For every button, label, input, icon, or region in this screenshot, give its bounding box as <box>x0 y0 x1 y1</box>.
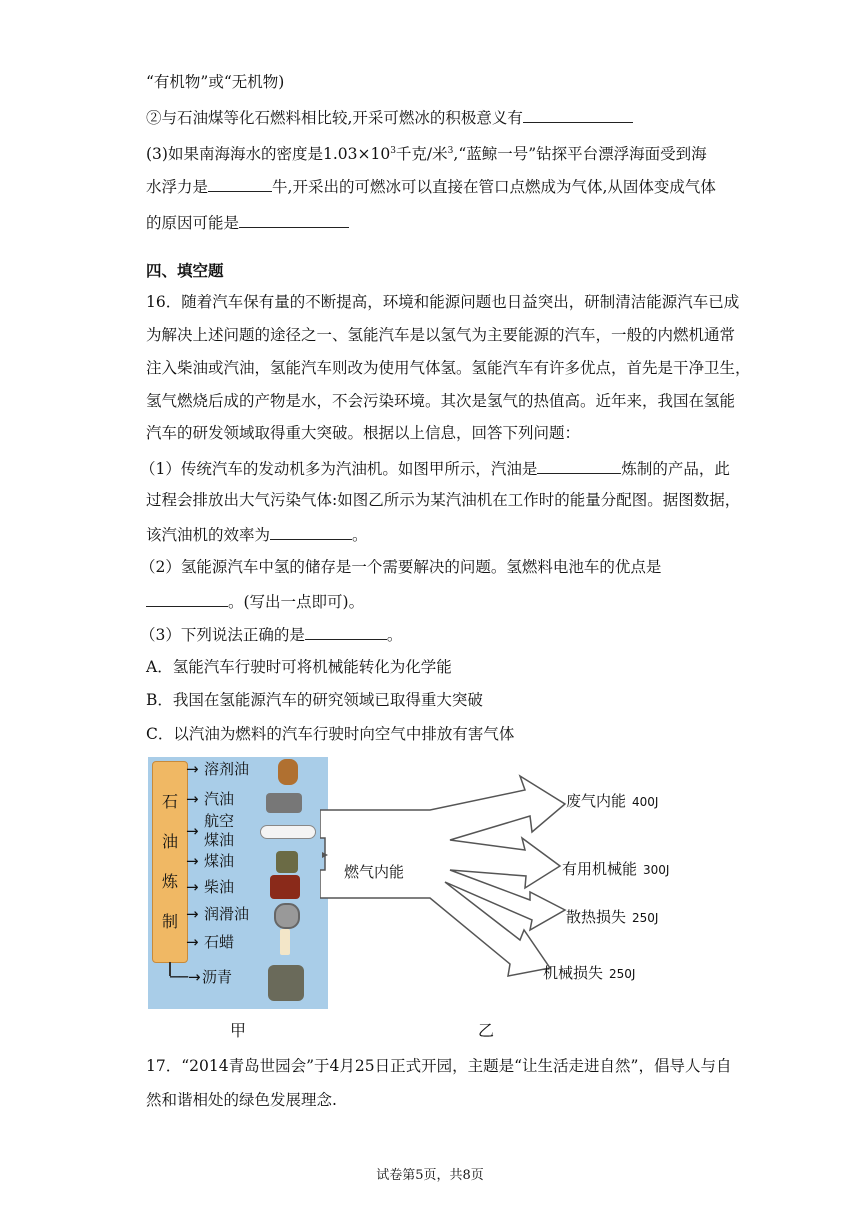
option-a[interactable]: A．氢能汽车行驶时可将机械能转化为化学能 <box>146 658 452 676</box>
output-机械损失 <box>543 962 635 983</box>
text-span: ,“蓝鲸一号”钻探平台漂浮海面受到海 <box>453 145 707 164</box>
option-c[interactable]: C．以汽油为燃料的汽车行驶时向空气中排放有害气体 <box>146 725 515 743</box>
output-name: 有用机械能 <box>562 860 638 878</box>
arrow-icon: → <box>186 822 199 840</box>
question-text: 氢气燃烧后成的产物是水，不会污染环境。其次是氢气的热值高。近年来，我国在氢能 <box>146 392 736 410</box>
option-b[interactable]: B．我国在氢能源汽车的研究领域已取得重大突破 <box>146 691 483 709</box>
arrow-icon: → <box>186 905 199 923</box>
text-line: “有机物”或“无机物) <box>146 73 285 91</box>
question-text: 然和谐相处的绿色发展理念. <box>146 1091 337 1109</box>
barrel-icon <box>278 759 298 785</box>
arrow-icon: → <box>186 878 199 896</box>
petroleum-refining-figure <box>148 757 328 1009</box>
text-span: 该汽油机的效率为 <box>146 526 271 544</box>
answer-blank[interactable] <box>270 523 352 540</box>
output-废气内能 <box>566 790 658 811</box>
sub-question-2: （2）氢能源汽车中氢的储存是一个需要解决的问题。氢燃料电池车的优点是 <box>140 558 662 576</box>
question-line <box>146 141 707 164</box>
text-span: （3）下列说法正确的是 <box>140 626 305 644</box>
answer-blank[interactable] <box>537 457 621 474</box>
text-span: ②与石油煤等化石燃料相比较,开采可燃冰的积极意义有 <box>146 109 523 127</box>
product-item <box>186 791 234 808</box>
product-item <box>186 823 204 840</box>
bearing-icon <box>274 903 300 929</box>
text-span: 的原因可能是 <box>146 214 240 232</box>
product-label: 润滑油 <box>204 905 250 923</box>
figure-label-yi: 乙 <box>478 1021 495 1040</box>
product-item <box>186 761 249 778</box>
question-text: 16．随着汽车保有量的不断提高，环境和能源问题也日益突出，研制清洁能源汽车已成 <box>146 293 740 311</box>
product-label: 汽油 <box>204 790 235 808</box>
question-line <box>146 175 716 197</box>
product-item <box>186 853 234 870</box>
arrow-icon: → <box>186 790 199 808</box>
question-text: 为解决上述问题的途径之一、氢能汽车是以氢气为主要能源的汽车，一般的内燃机通常 <box>146 326 736 344</box>
question-text: 17．“2014青岛世园会”于4月25日正式开园，主题是“让生活走进自然”，倡导人与自 <box>146 1057 732 1075</box>
car-icon <box>266 793 302 813</box>
sub-question-3 <box>140 623 402 645</box>
refine-char: 石 <box>161 792 178 811</box>
text-span: 牛,开采出的可燃冰可以直接在管口点燃成为气体,从固体变成气体 <box>272 178 716 196</box>
product-label: 石蜡 <box>204 933 235 951</box>
question-text: 注入柴油或汽油，氢能汽车则改为使用气体氢。氢能汽车有许多优点，首先是干净卫生， <box>146 359 751 377</box>
product-item <box>186 906 249 923</box>
page-footer: 试卷第5页，共8页 <box>376 1168 484 1183</box>
sub-question-2-cont <box>146 590 364 612</box>
product-label: 航空 <box>204 812 235 830</box>
superscript: 3 <box>390 146 396 156</box>
road-roller-icon <box>268 965 304 1001</box>
tractor-icon <box>270 875 300 899</box>
refine-char: 炼 <box>161 872 178 891</box>
output-散热损失 <box>566 906 658 927</box>
answer-blank[interactable] <box>523 106 633 123</box>
output-有用机械能 <box>562 858 669 879</box>
product-label: 沥青 <box>202 968 233 986</box>
sub-question-1-cont <box>146 523 368 545</box>
arrow-icon: → <box>186 852 199 870</box>
product-item <box>186 879 234 896</box>
output-name: 散热损失 <box>566 908 627 926</box>
question-text: 汽车的研发领域取得重大突破。根据以上信息，回答下列问题： <box>146 424 581 442</box>
output-value: 250J <box>609 967 636 981</box>
question-text: 过程会排放出大气污染气体:如图乙所示为某汽油机在工作时的能量分配图。据图数据， <box>146 491 741 509</box>
refine-char: 油 <box>161 832 178 851</box>
text-span: 炼制的产品，此 <box>621 460 730 478</box>
text-span: 千克/米 <box>395 145 448 164</box>
text-span: 水浮力是 <box>146 178 209 196</box>
figure-label-jia: 甲 <box>230 1021 247 1040</box>
question-line <box>146 211 349 233</box>
section-heading: 四、填空题 <box>146 262 224 280</box>
arrow-icon: → <box>186 760 199 778</box>
text-span: 。 <box>352 526 368 544</box>
kerosene-stove-icon <box>276 851 298 873</box>
text-span: （1）传统汽车的发动机多为汽油机。如图甲所示，汽油是 <box>140 460 538 478</box>
text-span: 。 <box>386 626 403 644</box>
refine-char: 制 <box>161 912 178 931</box>
output-name: 机械损失 <box>543 964 604 982</box>
question-line <box>146 106 633 128</box>
product-label: 煤油 <box>204 831 235 849</box>
text-span: 。(写出一点即可)。 <box>228 593 365 611</box>
refining-bar <box>152 761 188 963</box>
airplane-icon <box>260 825 316 839</box>
answer-blank[interactable] <box>305 623 387 640</box>
sub-question-1 <box>140 457 730 479</box>
answer-blank[interactable] <box>208 175 272 192</box>
source-label: 燃气内能 <box>344 863 405 881</box>
product-label: 柴油 <box>204 878 235 896</box>
product-item <box>170 969 232 986</box>
product-item <box>186 934 234 951</box>
output-value: 400J <box>632 795 659 809</box>
product-label: 煤油 <box>204 852 235 870</box>
product-label: 溶剂油 <box>204 760 250 778</box>
answer-blank[interactable] <box>146 590 228 607</box>
text-span: (3)如果南海海水的密度是1.03×10 <box>146 145 391 164</box>
output-value: 250J <box>632 911 659 925</box>
output-name: 废气内能 <box>566 792 627 810</box>
arrow-icon: → <box>186 933 199 951</box>
arrow-icon: ──→ <box>170 968 201 986</box>
output-value: 300J <box>643 863 670 877</box>
answer-blank[interactable] <box>239 211 349 228</box>
candle-icon <box>280 929 290 955</box>
superscript: 3 <box>447 146 454 156</box>
